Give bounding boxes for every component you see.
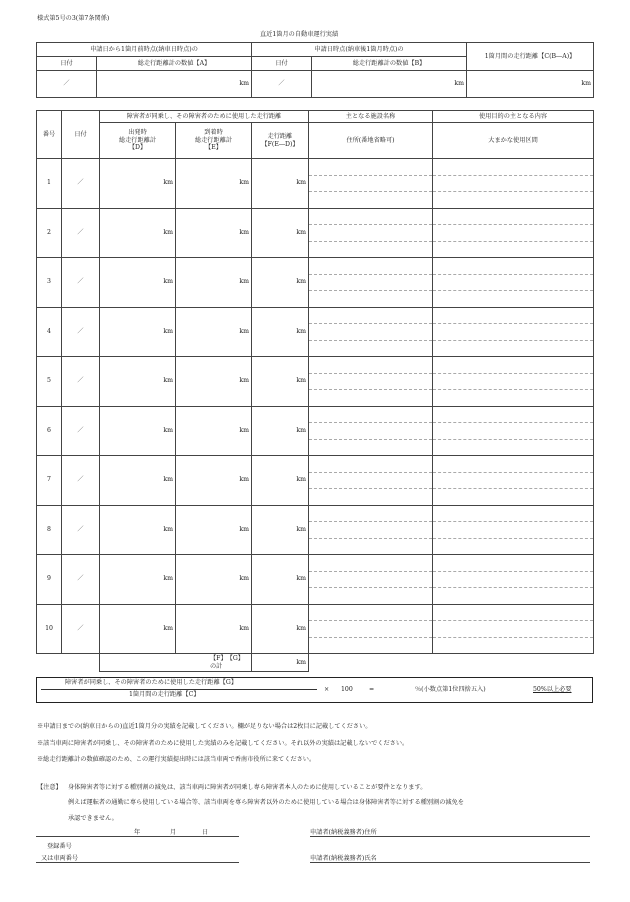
top-title: 直近1箇月の自動車運行実績 [260,31,339,38]
row-section-extra[interactable] [433,588,594,605]
a-header: 申請日から1箇月前時点(納車日時点)の [37,43,252,57]
ratio-numerator: 障害者が同乗し、その障害者のために使用した走行距離【G】 [65,679,238,686]
reg-line[interactable] [36,862,239,863]
row-distance[interactable]: km [252,456,309,506]
top-table [36,42,594,98]
table-row [37,159,594,176]
row-end-odo[interactable]: km [176,357,252,407]
date-b-field[interactable]: ／ [252,71,312,98]
row-address-extra[interactable] [309,241,433,258]
date-a-field[interactable]: ／ [37,71,97,98]
row-address-field[interactable] [309,324,433,341]
row-address-field[interactable] [309,423,433,440]
row-purpose-field[interactable] [433,307,594,324]
odo-a-label: 総走行距離計の数値【A】 [97,57,252,71]
row-address-field[interactable] [309,621,433,638]
total-label-cell [100,654,252,672]
row-start-odo[interactable]: km [100,555,176,605]
row-distance[interactable]: km [252,159,309,209]
row-facility-field[interactable] [309,505,433,522]
row-facility-field[interactable] [309,357,433,374]
group-header: 障害者が同乗し、その障害者のために使用した走行距離 [100,111,309,123]
row-number: 3 [37,258,62,308]
row-address-extra[interactable] [309,439,433,456]
row-number: 8 [37,505,62,555]
note-2: ※該当車両に障害者が同乗し、その障害者のために使用した実績のみを記載してください。それ以外の実績は記載しないでください。 [37,740,409,747]
row-purpose-field[interactable] [433,456,594,473]
row-date-field[interactable]: ／ [62,307,100,357]
row-purpose-field[interactable] [433,406,594,423]
c-header: 1箇月間の走行距離【C(B―A)】 [467,43,594,71]
caution-line-3: 承認できません。 [68,815,118,822]
table-row [37,307,594,324]
row-date-field[interactable]: ／ [62,406,100,456]
percent-note: ％(小数点第1位四捨五入) [415,686,486,693]
row-section-field[interactable] [433,423,594,440]
row-date-field[interactable]: ／ [62,258,100,308]
row-facility-field[interactable] [309,258,433,275]
row-number: 7 [37,456,62,506]
row-date-field[interactable]: ／ [62,456,100,506]
purpose-header: 使用目的の主となる内容 [433,111,594,123]
row-number: 6 [37,406,62,456]
row-section-extra[interactable] [433,637,594,654]
ratio-denominator: 1箇月間の走行距離【C】 [129,691,200,698]
row-start-odo[interactable]: km [100,159,176,209]
row-address-field[interactable] [309,522,433,539]
row-purpose-field[interactable] [433,357,594,374]
section-header: 大まかな使用区間 [433,123,594,159]
row-purpose-field[interactable] [433,505,594,522]
row-section-field[interactable] [433,621,594,638]
year-label: 年 [134,829,141,836]
name-label: 申請者(納税義務者)氏名 [310,855,377,862]
row-address-extra[interactable] [309,637,433,654]
row-start-odo[interactable]: km [100,406,176,456]
row-address-field[interactable] [309,571,433,588]
row-start-odo[interactable]: km [100,505,176,555]
row-facility-field[interactable] [309,406,433,423]
row-address-extra[interactable] [309,538,433,555]
no-header: 番号 [37,111,62,159]
row-end-odo[interactable]: km [176,406,252,456]
row-distance[interactable]: km [252,307,309,357]
address-label: 申請者(納税義務者)住所 [310,829,377,836]
row-end-odo[interactable]: km [176,505,252,555]
row-section-extra[interactable] [433,390,594,407]
row-end-odo[interactable]: km [176,555,252,605]
row-date-field[interactable]: ／ [62,357,100,407]
row-purpose-field[interactable] [433,555,594,572]
date-a-label: 日付 [37,57,97,71]
row-end-odo[interactable]: km [176,604,252,654]
start-header: 出発時 総走行距離計 【D】 [100,123,176,159]
row-section-field[interactable] [433,373,594,390]
table-row [37,208,594,225]
table-row [37,357,594,374]
row-distance[interactable]: km [252,357,309,407]
row-date-field[interactable]: ／ [62,208,100,258]
times-sign: × [324,686,330,693]
main-table [36,110,594,672]
row-facility-field[interactable] [309,555,433,572]
caution-label: 【注意】 [37,784,62,791]
reg-label-2: 又は車両番号 [41,855,79,862]
row-section-extra[interactable] [433,439,594,456]
row-section-extra[interactable] [433,241,594,258]
row-section-field[interactable] [433,522,594,539]
row-section-extra[interactable] [433,538,594,555]
row-distance[interactable]: km [252,258,309,308]
row-section-extra[interactable] [433,489,594,506]
odo-b-field[interactable]: km [312,71,467,98]
dist-header: 走行距離 【F(E―D)】 [252,123,309,159]
row-end-odo[interactable]: km [176,258,252,308]
row-section-extra[interactable] [433,192,594,209]
name-line[interactable] [310,862,590,863]
row-address-field[interactable] [309,175,433,192]
address-line[interactable] [310,836,590,837]
row-start-odo[interactable]: km [100,307,176,357]
table-row [37,456,594,473]
row-section-extra[interactable] [433,340,594,357]
row-number: 5 [37,357,62,407]
row-address-extra[interactable] [309,588,433,605]
requirement-note: 50%以上必要 [533,686,572,693]
row-section-field[interactable] [433,472,594,489]
note-3: ※総走行距離計の数値確認のため、この運行実績提出時には該当車両で香南市役所に来てください。 [37,756,316,763]
b-header: 申請日時点(納車後1箇月時点)の [252,43,467,57]
row-facility-field[interactable] [309,159,433,176]
row-section-field[interactable] [433,225,594,242]
row-address-field[interactable] [309,373,433,390]
table-row [37,505,594,522]
row-facility-field[interactable] [309,307,433,324]
odo-a-field[interactable]: km [97,71,252,98]
row-distance[interactable]: km [252,406,309,456]
row-section-field[interactable] [433,274,594,291]
row-purpose-field[interactable] [433,159,594,176]
row-start-odo[interactable]: km [100,604,176,654]
table-row [37,604,594,621]
row-number: 4 [37,307,62,357]
equals-sign: = [369,686,375,693]
row-facility-field[interactable] [309,456,433,473]
row-section-extra[interactable] [433,291,594,308]
row-purpose-field[interactable] [433,258,594,275]
row-date-field[interactable]: ／ [62,505,100,555]
row-number: 10 [37,604,62,654]
row-start-odo[interactable]: km [100,258,176,308]
row-distance[interactable]: km [252,505,309,555]
total-f-label: 【F】の計 [210,654,227,670]
hundred: 100 [341,686,353,693]
ratio-box [36,677,593,703]
row-purpose-field[interactable] [433,604,594,621]
row-number: 2 [37,208,62,258]
row-date-field[interactable]: ／ [62,159,100,209]
row-number: 1 [37,159,62,209]
row-address-extra[interactable] [309,340,433,357]
row-distance[interactable]: km [252,604,309,654]
reg-label-1: 登録番号 [47,843,72,850]
row-distance[interactable]: km [252,555,309,605]
end-header: 到着時 総走行距離計 【E】 [176,123,252,159]
form-label: 様式第5号の3(第7条関係) [37,15,110,22]
row-section-field[interactable] [433,571,594,588]
note-1: ※申請日までの(納車日からの)直近1箇月分の実績を記載してください。欄が足りない場合は2枚目に記載してください。 [37,723,372,730]
row-address-extra[interactable] [309,192,433,209]
table-row [37,406,594,423]
caution-line-2: 例えば運転者の通勤に専ら使用している場合等、該当車両を専ら障害者以外のために使用している場合は身体障害者等に対する種別割の減免を [68,799,464,806]
row-end-odo[interactable]: km [176,456,252,506]
address-header: 住所(番地省略可) [309,123,433,159]
row-address-field[interactable] [309,225,433,242]
day-label: 日 [202,829,209,836]
fraction-line [41,689,317,690]
date-header: 日付 [62,111,100,159]
row-address-extra[interactable] [309,489,433,506]
row-address-field[interactable] [309,274,433,291]
row-start-odo[interactable]: km [100,456,176,506]
odo-b-label: 総走行距離計の数値【B】 [312,57,467,71]
row-address-extra[interactable] [309,390,433,407]
date-line[interactable] [36,836,239,837]
row-end-odo[interactable]: km [176,208,252,258]
total-g-field[interactable]: km [252,654,309,672]
facility-header: 主となる施設名称 [309,111,433,123]
date-b-label: 日付 [252,57,312,71]
row-date-field[interactable]: ／ [62,555,100,605]
row-address-field[interactable] [309,472,433,489]
row-start-odo[interactable]: km [100,208,176,258]
row-number: 9 [37,555,62,605]
row-section-field[interactable] [433,324,594,341]
table-row [37,258,594,275]
row-start-odo[interactable]: km [100,357,176,407]
row-address-extra[interactable] [309,291,433,308]
row-section-field[interactable] [433,175,594,192]
row-facility-field[interactable] [309,604,433,621]
row-end-odo[interactable]: km [176,159,252,209]
row-distance[interactable]: km [252,208,309,258]
row-end-odo[interactable]: km [176,307,252,357]
table-row [37,555,594,572]
row-date-field[interactable]: ／ [62,604,100,654]
caution-line-1: 身体障害者等に対する種別割の減免は、該当車両に障害者が同乗し専ら障害者本人のために使用していることが要件となります。 [68,784,427,791]
row-facility-field[interactable] [309,208,433,225]
row-purpose-field[interactable] [433,208,594,225]
total-g-label: 【G】 [226,654,244,662]
c-field[interactable]: km [467,71,594,98]
month-label: 月 [170,829,177,836]
